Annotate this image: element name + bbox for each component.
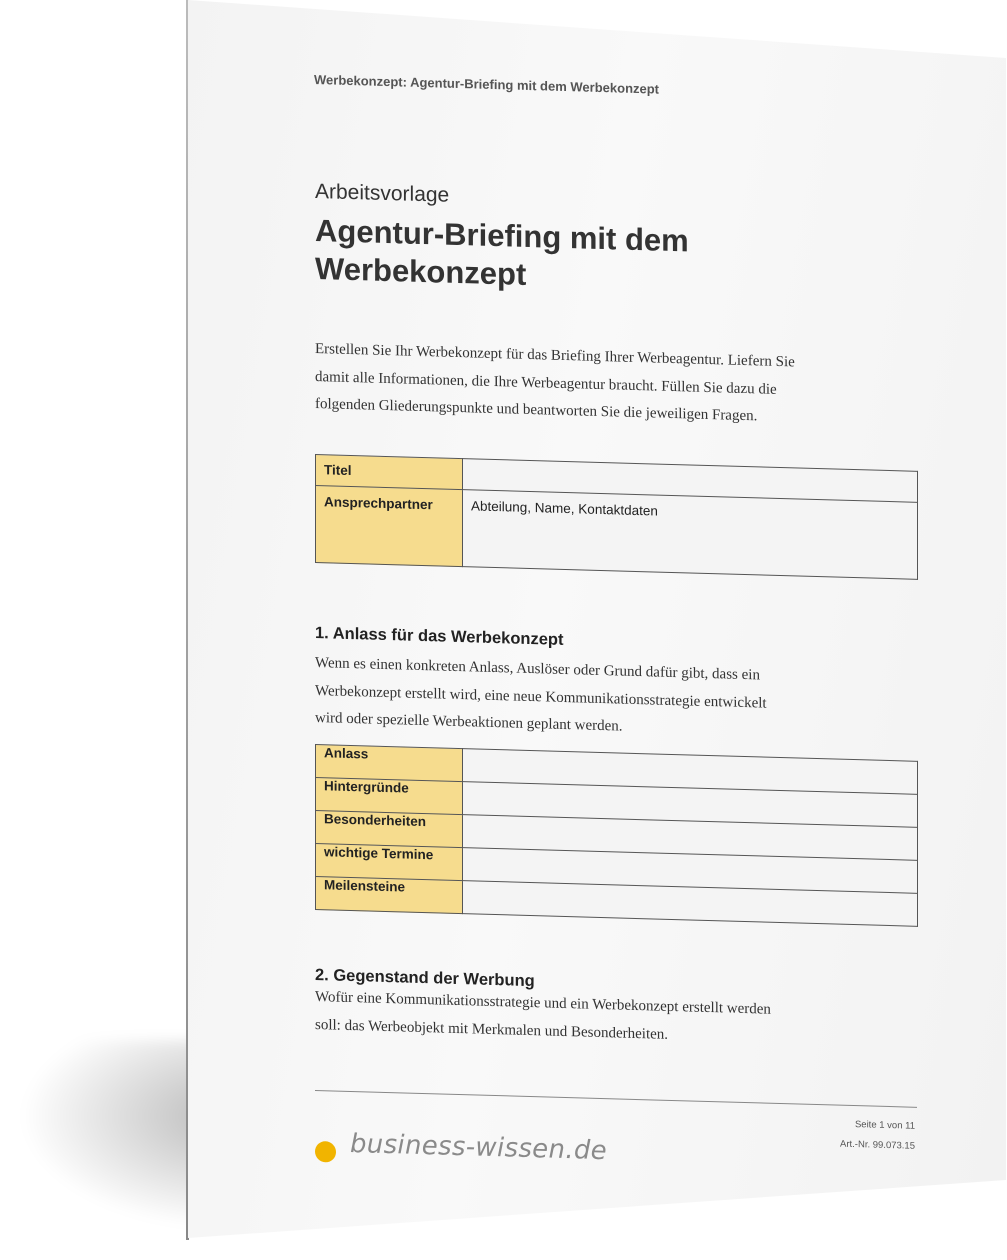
row-label: Hintergründe [316,778,463,815]
section-paragraph: Wofür eine Kommunikationsstrategie und ein Werbekonzept erstellt werden soll: das Werbeobjekt mit Merkmalen und Besonderheiten. [315,989,771,1043]
row-label: Ansprechpartner [316,486,463,567]
row-label: Meilensteine [316,877,463,914]
row-label: wichtige Termine [316,844,463,881]
section-heading: 2. Gegenstand der Werbung [315,966,535,991]
row-value-field[interactable]: Abteilung, Name, Kontaktdaten [463,490,918,580]
section-paragraph: Wenn es einen konkreten Anlass, Auslöser oder Grund dafür gibt, dass ein Werbekonzept erstellt wird, eine neue Kommunikationsstrategie entwickelt wird oder spezielle Werbeaktionen geplant werden. [315,655,767,735]
occasion-table [315,744,918,927]
contact-table [315,454,918,580]
document-kicker: Arbeitsvorlage [315,180,450,207]
table-row [316,486,918,580]
page-info [780,1113,915,1157]
logo: business-wissen.de [350,1128,607,1167]
row-label: Titel [316,455,463,490]
document-title: Agentur-Briefing mit dem Werbekonzept [315,213,689,292]
page-number: Seite 1 von 11 [854,1119,915,1132]
intro-paragraph: Erstellen Sie Ihr Werbekonzept für das Briefing Ihrer Werbeagentur. Liefern Sie damit alle Informationen, die Ihre Werbeagentur braucht. Füllen Sie dazu die folgenden Gliederungspunkte und beantworten Sie die jeweiligen Fragen. [315,341,795,425]
section-heading: 1. Anlass für das Werbekonzept [315,624,564,649]
row-label: Besonderheiten [316,811,463,848]
running-header: Werbekonzept: Agentur-Briefing mit dem Werbekonzept [314,71,660,97]
logo-dot-icon [315,1141,336,1163]
row-label: Anlass [316,745,463,782]
article-number: Art.-Nr. 99.073.15 [840,1138,915,1152]
footer-divider [315,1090,917,1108]
